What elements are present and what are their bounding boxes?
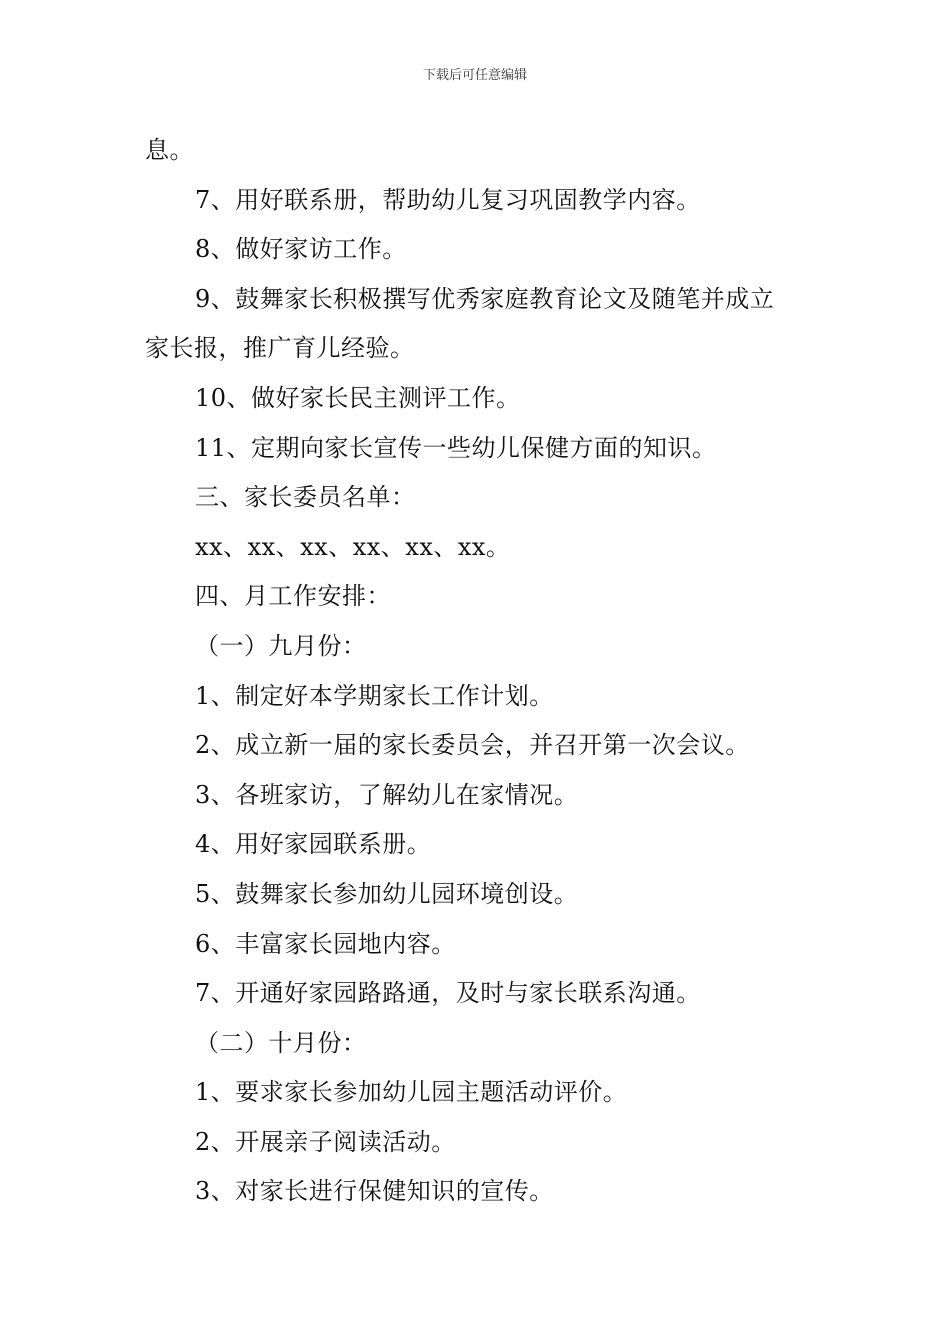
paragraph-line: xx、xx、xx、xx、xx、xx。 (195, 532, 511, 561)
paragraph-line: 11、定期向家长宣传一些幼儿保健方面的知识。 (195, 433, 717, 462)
list-item: 1、制定好本学期家长工作计划。 (195, 681, 554, 710)
list-item: 2、开展亲子阅读活动。 (195, 1127, 456, 1156)
subsection-heading: （二）十月份： (195, 1028, 367, 1057)
paragraph-line: 息。 (145, 136, 194, 164)
section-heading: 三、家长委员名单： (195, 483, 416, 512)
paragraph-line: 9、鼓舞家长积极撰写优秀家庭教育论文及随笔并成立 (195, 284, 775, 313)
section-heading: 四、月工作安排： (195, 582, 391, 611)
paragraph-line: 10、做好家长民主测评工作。 (195, 383, 521, 412)
list-item: 3、各班家访，了解幼儿在家情况。 (195, 780, 579, 809)
subsection-heading: （一）九月份： (195, 631, 367, 660)
list-item: 5、鼓舞家长参加幼儿园环境创设。 (195, 879, 579, 908)
document-body (145, 127, 815, 1218)
paragraph-line: 家长报，推广育儿经验。 (145, 334, 415, 363)
list-item: 1、要求家长参加幼儿园主题活动评价。 (195, 1078, 628, 1107)
page-header: 下载后可任意编辑 (422, 68, 527, 83)
list-item: 3、对家长进行保健知识的宣传。 (195, 1177, 554, 1206)
paragraph-line: 8、做好家访工作。 (195, 235, 407, 264)
list-item: 6、丰富家长园地内容。 (195, 929, 456, 958)
list-item: 2、成立新一届的家长委员会，并召开第一次会议。 (195, 731, 750, 760)
paragraph-line: 7、用好联系册，帮助幼儿复习巩固教学内容。 (195, 185, 701, 214)
list-item: 7、开通好家园路路通，及时与家长联系沟通。 (195, 979, 701, 1008)
list-item: 4、用好家园联系册。 (195, 830, 432, 859)
